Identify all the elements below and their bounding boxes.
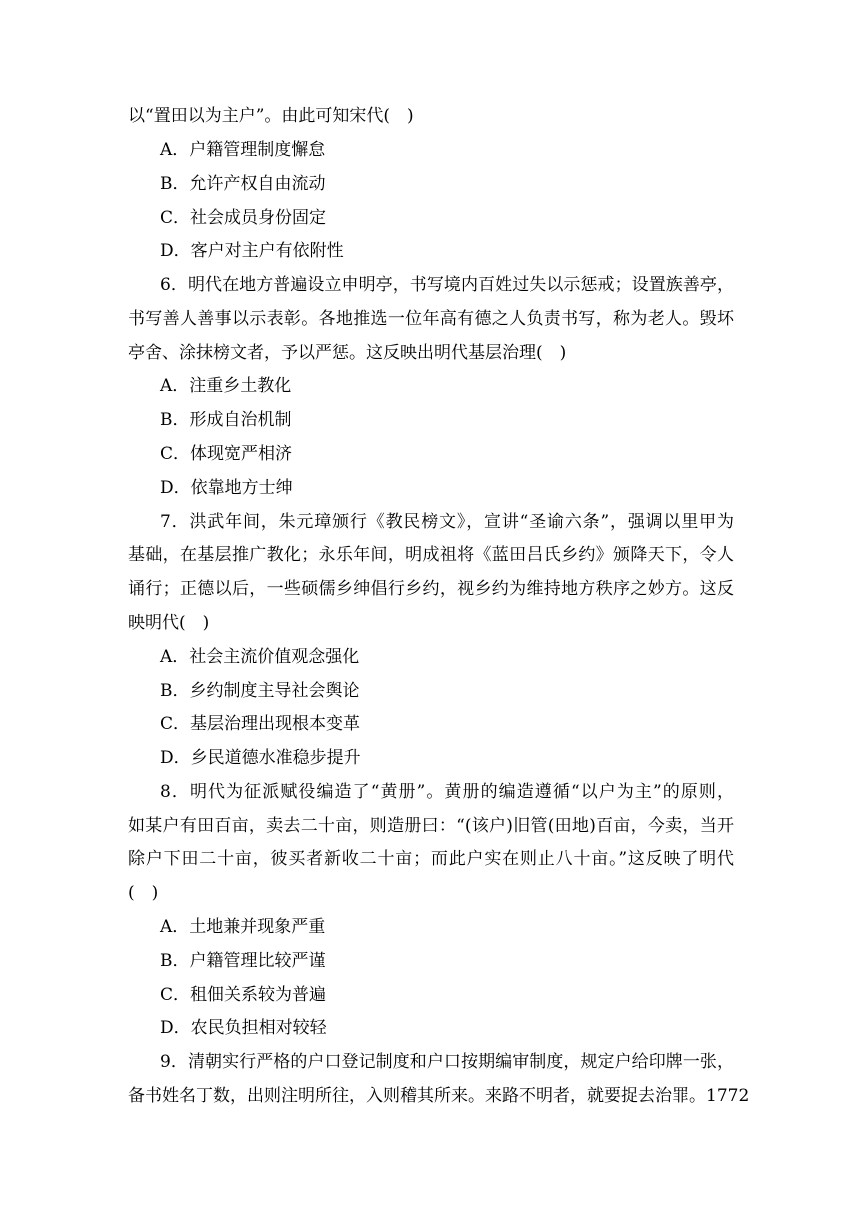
q6-option-a: A．注重乡土教化 (160, 376, 292, 396)
q8-option-d: D．农民负担相对较轻 (160, 1018, 327, 1038)
question-7-stem-line-2: 基础，在基层推广教化；永乐年间，明成祖将《蓝田吕氏乡约》颁降天下，令人 (128, 545, 734, 565)
question-9-stem-line-1: 9．清朝实行严格的户口登记制度和户口按期编审制度，规定户给印牌一张， (160, 1052, 734, 1072)
q7-option-d: D．乡民道德水准稳步提升 (160, 748, 361, 768)
q7-option-b: B．乡约制度主导社会舆论 (160, 681, 360, 701)
question-8-stem-line-3: 除户下田二十亩，彼买者新收二十亩；而此户实在则止八十亩。”这反映了明代 (128, 849, 734, 869)
q6-option-d: D．依靠地方士绅 (160, 478, 293, 498)
q7-option-c: C．基层治理出现根本变革 (160, 714, 361, 734)
q7-option-a: A．社会主流价值观念强化 (160, 647, 360, 667)
q5-option-b: B．允许产权自由流动 (160, 174, 326, 194)
q6-option-b: B．形成自治机制 (160, 410, 292, 430)
question-9-stem-line-2: 备书姓名丁数，出则注明所往，入则稽其所来。来路不明者，就要捉去治罪。1772 (128, 1086, 750, 1106)
question-8-stem-line-4: ( ) (128, 883, 159, 903)
question-8-stem-line-1: 8．明代为征派赋役编造了“黄册”。黄册的编造遵循“以户为主”的原则， (160, 782, 734, 802)
question-6-stem-line-2: 书写善人善事以示表彰。各地推选一位年高有德之人负责书写，称为老人。毁坏 (128, 309, 734, 329)
question-7-stem-line-4: 映明代( ) (128, 613, 210, 633)
question-5-stem-end: 以“置田以为主户”。由此可知宋代( ) (128, 106, 414, 126)
q5-option-a: A．户籍管理制度懈怠 (160, 140, 326, 160)
question-7-stem-line-1: 7．洪武年间，朱元璋颁行《教民榜文》，宣讲“圣谕六条”，强调以里甲为 (160, 512, 734, 532)
q5-option-d: D．客户对主户有依附性 (160, 241, 344, 261)
q8-option-c: C．租佃关系较为普遍 (160, 985, 327, 1005)
question-7-stem-line-3: 诵行；正德以后，一些硕儒乡绅倡行乡约，视乡约为维持地方秩序之妙方。这反 (128, 579, 734, 599)
question-6-stem-line-3: 亭舍、涂抹榜文者，予以严惩。这反映出明代基层治理( ) (128, 343, 567, 363)
question-6-stem-line-1: 6．明代在地方普遍设立申明亭，书写境内百姓过失以示惩戒；设置族善亭， (160, 275, 734, 295)
q6-option-c: C．体现宽严相济 (160, 444, 293, 464)
q5-option-c: C．社会成员身份固定 (160, 208, 327, 228)
question-8-stem-line-2: 如某户有田百亩，卖去二十亩，则造册曰：“(该户)旧管(田地)百亩，今卖，当开 (128, 816, 734, 836)
q8-option-a: A．土地兼并现象严重 (160, 917, 326, 937)
q8-option-b: B．户籍管理比较严谨 (160, 951, 326, 971)
